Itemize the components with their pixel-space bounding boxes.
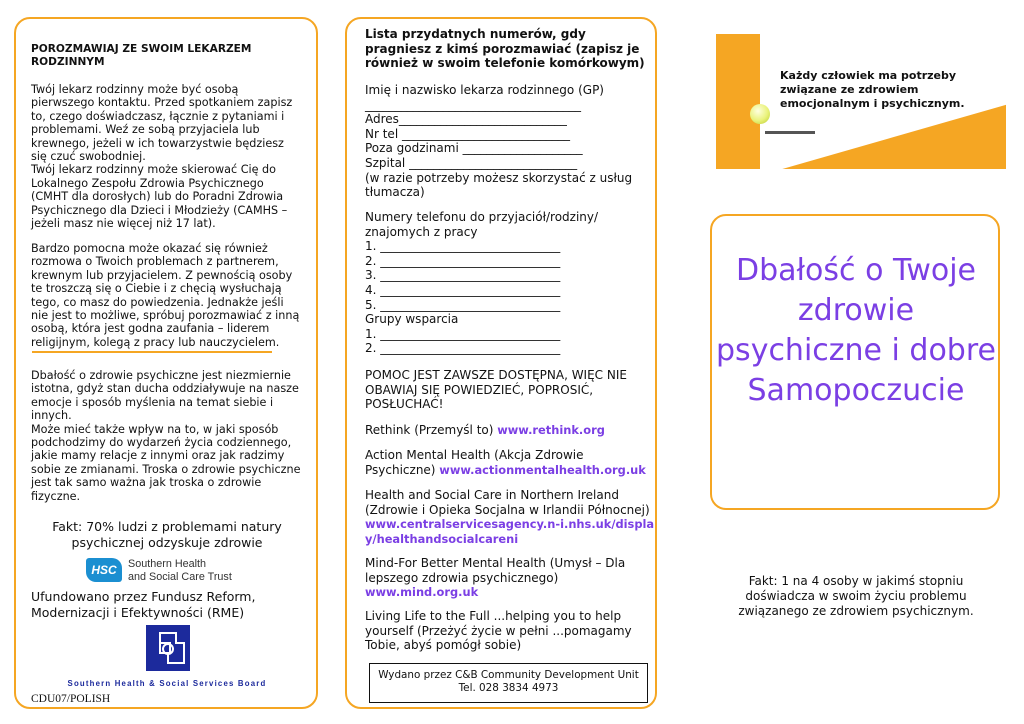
- hsc-trust-name: Southern Health and Social Care Trust: [128, 558, 232, 583]
- org-rethink-label: Rethink (Przemyśl to): [365, 423, 498, 437]
- mental-health-paragraph: Dbałość o zdrowie psychiczne jest niezmiernie istotna, gdyż stan ducha oddziaływuje na nasze emocje i sposób myślenia na temat siebie i innych. Może mieć także wpływ na to, w jaki sposób podchodzimy do wydarzeń życia codziennego, jakie mamy relacje z innymi oraz jak radzimy sobie ze zmianami. Troska o zdrowie psychiczne jest tak samo ważna jak troska o zdrowie fizyczne.: [31, 369, 301, 503]
- org-action-label: Action Mental Health (Akcja Zdrowie Psychiczne): [365, 448, 584, 477]
- org-health-social-care: [365, 488, 655, 546]
- leaflet-title: Dbałość o Twoje zdrowie psychiczne i dobre Samopoczucie: [716, 253, 996, 408]
- banner-line: [765, 131, 815, 134]
- board-name: Southern Health & Social Services Board: [67, 679, 267, 688]
- org-hsc-link[interactable]: www.centralservicesagency.n-i.nhs.uk/display/healthandsocialcareni: [365, 517, 655, 546]
- prevalence-fact: Fakt: 1 na 4 osoby w jakimś stopniu doświadcza w swoim życiu problemu związanego ze zdrowiem psychicznym.: [738, 574, 974, 618]
- recovery-fact: Fakt: 70% ludzi z problemami natury psychicznej odzyskuje zdrowie: [52, 519, 282, 550]
- hsc-trust-logo: [86, 558, 246, 584]
- org-mind: [365, 556, 655, 600]
- talk-paragraph: Bardzo pomocna może okazać się również rozmowa o Twoich problemach z partnerem, krewnym lub przyjacielem. Z pewnością osoby te troszczą się o Ciebie i z chęcią wysłuchają tego, co masz do powiedzenia. Jednakże jeśli nie jest to możliwe, spróbuj porozmawiać z inną osobą, która jest godna zaufania – liderem religijnym, kolegą z pracy lub nauczycielem.: [31, 242, 300, 349]
- board-logo-icon: [146, 625, 190, 671]
- org-living-life: [365, 609, 655, 653]
- org-action-link[interactable]: www.actionmentalhealth.org.uk: [439, 462, 646, 477]
- org-living-label: Living Life to the Full ...helping you to help yourself (Przeżyć życie w pełni ...pomagamy Tobie, abyś pomógł sobie): [365, 609, 632, 653]
- help-available-text: POMOC JEST ZAWSZE DOSTĘPNA, WIĘC NIE OBAWIAJ SIĘ POWIEDZIEĆ, POPROSIĆ, POSŁUCHAĆ!: [365, 368, 627, 412]
- gp-contact-form: Imię i nazwisko lekarza rodzinnego (GP) ____________________________________ Adres____________________________ Nr tel ____________________________ Poza godzinami ____________________ Szpital ____________________________ (w razie potrzeby możesz skorzystać z usług tłumacza): [365, 83, 633, 200]
- left-heading: POROZMAWIAJ ZE SWOIM LEKARZEM RODZINNYM: [31, 43, 252, 69]
- org-mind-label: Mind-For Better Mental Health (Umysł – Dla lepszego zdrowia psychicznego): [365, 556, 626, 585]
- gp-paragraph: Twój lekarz rodzinny może być osobą pierwszego kontaktu. Przed spotkaniem zapisz to, czego doświadczasz, łącznie z pytaniami i problemami. Weź ze sobą przyjaciela lub krewnego, jeżeli w ich towarzystwie będziesz się czuć swobodniej. Twój lekarz rodzinny może skierować Cię do Lokalnego Zespołu Zdrowia Psychicznego (CMHT dla dorosłych) lub do Poradni Zdrowia Psychicznego dla Dzieci i Młodzieży (CAMHS – jeżeli masz nie więcej niż 17 lat).: [31, 83, 293, 231]
- hsc-badge: HSC: [86, 558, 122, 582]
- friends-contact-form: Numery telefonu do przyjaciół/rodziny/ znajomych z pracy 1. ______________________________ 2. ______________________________ 3. ______________________________ 4. ______________________________ 5. ______________________________ Grupy wsparcia 1. ______________________________ 2. ______________________________: [365, 210, 599, 356]
- imprint-publisher: Wydano przez C&B Community Development Unit: [378, 669, 639, 681]
- org-mind-link[interactable]: www.mind.org.uk: [365, 585, 479, 600]
- imprint-phone: Tel. 028 3834 4973: [458, 682, 559, 694]
- orange-divider: [32, 351, 272, 353]
- document-code: CDU07/POLISH: [31, 693, 111, 705]
- numbers-heading: Lista przydatnych numerów, gdy pragniesz z kimś porozmawiać (zapisz je również w swoim telefonie komórkowym): [365, 27, 645, 71]
- funding-note: Ufundowano przez Fundusz Reform, Modernizacji i Efektywności (RME): [31, 589, 256, 620]
- ball-icon: [750, 104, 770, 124]
- org-rethink-link[interactable]: www.rethink.org: [497, 423, 605, 437]
- banner-text: Każdy człowiek ma potrzeby związane ze zdrowiem emocjonalnym i psychicznym.: [780, 69, 965, 111]
- org-hsc-label: Health and Social Care in Northern Ireland (Zdrowie i Opieka Socjalna w Irlandii Północnej): [365, 488, 650, 517]
- publisher-imprint: [369, 663, 648, 703]
- org-rethink: [365, 423, 655, 438]
- org-action-mental-health: [365, 448, 655, 477]
